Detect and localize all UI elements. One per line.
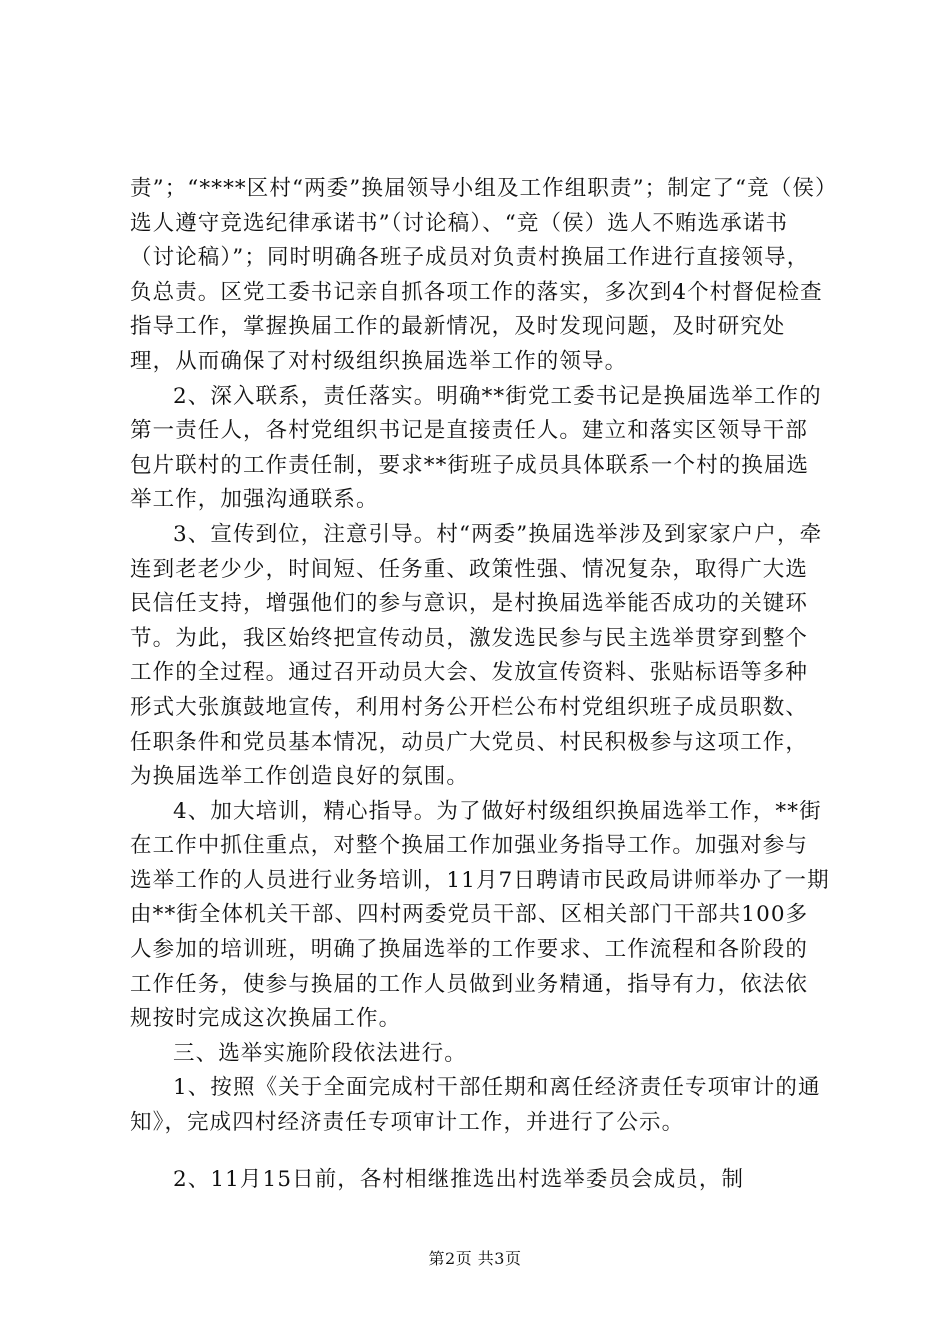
paragraph-sub-2: 2、11月15日前，各村相继推选出村选举委员会成员，制 xyxy=(173,1166,745,1192)
page-footer: 第2页 共3页 xyxy=(428,1249,522,1268)
section-heading-3: 三、选举实施阶段依法进行。 xyxy=(173,1040,467,1066)
paragraph-item-3: 3、宣传到位，注意引导。村“两委”换届选举涉及到家家户户，牵连到老老少少，时间短、任务重、政策性强、情况复杂，取得广大选民信任支持，增强他们的参与意识，是村换届选举能否成功的关键环节。为此，我区始终把宣传动员，激发选民参与民主选举贯穿到整个工作的全过程。通过召开动员大会、发放宣传资料、张贴标语等多种形式大张旗鼓地宣传，利用村务公开栏公布村党组织班子成员职数、任职条件和党员基本情况，动员广大党员、村民积极参与这项工作，为换届选举工作创造良好的氛围。 xyxy=(130,521,823,790)
document-body xyxy=(130,172,830,1197)
paragraph-item-4: 4、加大培训，精心指导。为了做好村级组织换届选举工作，**街在工作中抓住重点，对整个换届工作加强业务指导工作。加强对参与选举工作的人员进行业务培训，11月7日聘请市民政局讲师举办了一期由**街全体机关干部、四村两委党员干部、区相关部门干部共100多人参加的培训班，明确了换届选举的工作要求、工作流程和各阶段的工作任务，使参与换届的工作人员做到业务精通，指导有力，依法依规按时完成这次换届工作。 xyxy=(130,798,830,1032)
paragraph-item-2: 2、深入联系，责任落实。明确**街党工委书记是换届选举工作的第一责任人，各村党组织书记是直接责任人。建立和落实区领导干部包片联村的工作责任制，要求**街班子成员具体联系一个村的换届选举工作，加强沟通联系。 xyxy=(130,383,822,513)
paragraph-sub-1: 1、按照《关于全面完成村干部任期和离任经济责任专项审计的通知》，完成四村经济责任专项审计工作，并进行了公示。 xyxy=(130,1075,821,1136)
paragraph-continuation: 责”；“****区村“两委”换届领导小组及工作组职责”；制定了“竞（侯）选人遵守竞选纪律承诺书”（讨论稿）、“竞（侯）选人不贿选承诺书（讨论稿）”；同时明确各班子成员对负责村换届工作进行直接领导，负总责。区党工委书记亲自抓各项工作的落实，多次到4个村督促检查指导工作，掌握换届工作的最新情况，及时发现问题，及时研究处理，从而确保了对村级组织换届选举工作的领导。 xyxy=(130,176,827,374)
